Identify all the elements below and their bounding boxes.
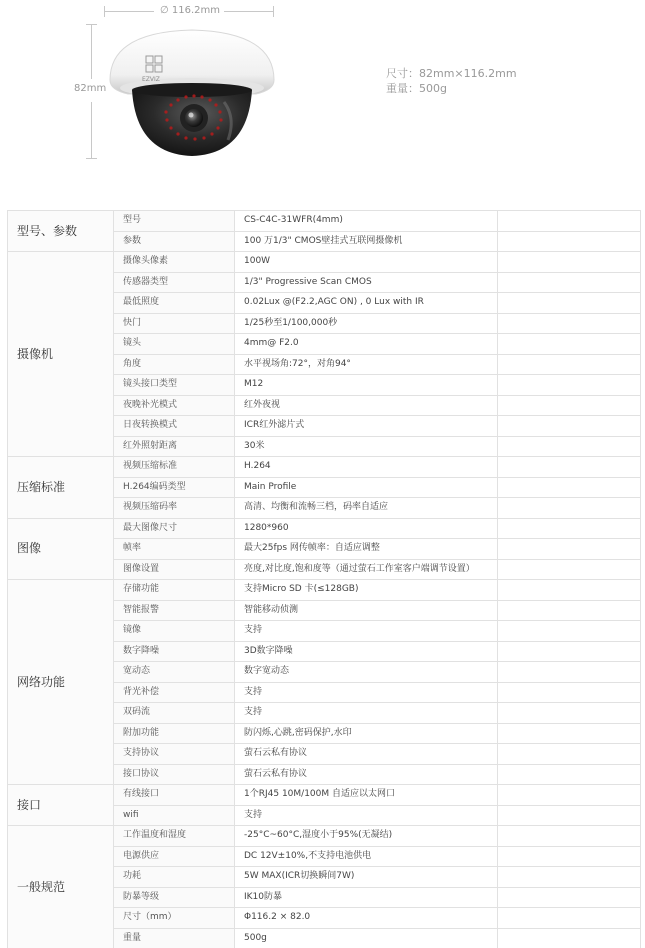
- spec-value: 0.02Lux @(F2.2,AGC ON) , 0 Lux with IR: [235, 293, 498, 314]
- blank-cell: [498, 231, 641, 252]
- blank-cell: [498, 211, 641, 232]
- spec-key: 日夜转换模式: [114, 416, 235, 437]
- spec-key: 传感器类型: [114, 272, 235, 293]
- blank-cell: [498, 887, 641, 908]
- spec-value: 支持Micro SD 卡(≤128GB): [235, 580, 498, 601]
- blank-cell: [498, 621, 641, 642]
- blank-cell: [498, 539, 641, 560]
- spec-value: Main Profile: [235, 477, 498, 498]
- blank-cell: [498, 395, 641, 416]
- blank-cell: [498, 498, 641, 519]
- spec-key: 背光补偿: [114, 682, 235, 703]
- spec-value: 水平视场角:72°，对角94°: [235, 354, 498, 375]
- height-label: 82mm: [74, 83, 107, 94]
- spec-key: 型号: [114, 211, 235, 232]
- spec-value: 智能移动侦测: [235, 600, 498, 621]
- spec-value: 4mm@ F2.0: [235, 334, 498, 355]
- spec-value: 萤石云私有协议: [235, 744, 498, 765]
- blank-cell: [498, 416, 641, 437]
- blank-cell: [498, 272, 641, 293]
- spec-key: 电源供应: [114, 846, 235, 867]
- spec-value: 5W MAX(ICR切换瞬间7W): [235, 867, 498, 888]
- blank-cell: [498, 826, 641, 847]
- spec-key: 镜像: [114, 621, 235, 642]
- spec-value: 萤石云私有协议: [235, 764, 498, 785]
- blank-cell: [498, 744, 641, 765]
- weight-spec: 重量：500g: [386, 82, 447, 95]
- blank-cell: [498, 928, 641, 948]
- category-cell: 型号、参数: [8, 211, 114, 252]
- category-cell: 接口: [8, 785, 114, 826]
- spec-value: 支持: [235, 703, 498, 724]
- spec-value: 100W: [235, 252, 498, 273]
- product-summary: [386, 66, 517, 96]
- blank-cell: [498, 764, 641, 785]
- blank-cell: [498, 908, 641, 929]
- spec-key: 接口协议: [114, 764, 235, 785]
- blank-cell: [498, 313, 641, 334]
- diameter-label: ∅ 116.2mm: [160, 5, 220, 16]
- spec-key: 支持协议: [114, 744, 235, 765]
- size-spec: 尺寸：82mm×116.2mm: [386, 67, 517, 80]
- spec-key: 尺寸（mm）: [114, 908, 235, 929]
- spec-value: CS-C4C-31WFR(4mm): [235, 211, 498, 232]
- spec-value: 高清、均衡和流畅三档，码率自适应: [235, 498, 498, 519]
- spec-value: 3D数字降噪: [235, 641, 498, 662]
- spec-value: 1280*960: [235, 518, 498, 539]
- blank-cell: [498, 867, 641, 888]
- spec-key: 镜头接口类型: [114, 375, 235, 396]
- spec-value: 防闪烁,心跳,密码保护,水印: [235, 723, 498, 744]
- spec-value: 最大25fps 网传帧率：自适应调整: [235, 539, 498, 560]
- dome-camera-image: [106, 22, 278, 160]
- height-dimension: [74, 24, 108, 159]
- spec-key: 有线接口: [114, 785, 235, 806]
- blank-cell: [498, 334, 641, 355]
- blank-cell: [498, 600, 641, 621]
- spec-value: Φ116.2 × 82.0: [235, 908, 498, 929]
- blank-cell: [498, 846, 641, 867]
- blank-cell: [498, 682, 641, 703]
- spec-value: 支持: [235, 805, 498, 826]
- spec-value: 红外夜视: [235, 395, 498, 416]
- blank-cell: [498, 436, 641, 457]
- category-cell: 压缩标准: [8, 457, 114, 519]
- spec-key: 存储功能: [114, 580, 235, 601]
- spec-key: 数字降噪: [114, 641, 235, 662]
- spec-table: [7, 210, 641, 948]
- spec-key: 宽动态: [114, 662, 235, 683]
- spec-value: ICR红外滤片式: [235, 416, 498, 437]
- blank-cell: [498, 518, 641, 539]
- spec-value: 数字宽动态: [235, 662, 498, 683]
- spec-key: 视频压缩标准: [114, 457, 235, 478]
- table-row: [8, 580, 641, 601]
- spec-value: H.264: [235, 457, 498, 478]
- blank-cell: [498, 703, 641, 724]
- spec-value: DC 12V±10%,不支持电池供电: [235, 846, 498, 867]
- blank-cell: [498, 252, 641, 273]
- spec-value: 亮度,对比度,饱和度等（通过萤石工作室客户端调节设置）: [235, 559, 498, 580]
- category-cell: 图像: [8, 518, 114, 580]
- blank-cell: [498, 785, 641, 806]
- spec-value: 1个RJ45 10M/100M 自适应以太网口: [235, 785, 498, 806]
- blank-cell: [498, 641, 641, 662]
- blank-cell: [498, 805, 641, 826]
- spec-key: 红外照射距离: [114, 436, 235, 457]
- spec-key: 快门: [114, 313, 235, 334]
- table-row: [8, 785, 641, 806]
- category-cell: 一般规范: [8, 826, 114, 948]
- spec-key: 镜头: [114, 334, 235, 355]
- spec-key: 附加功能: [114, 723, 235, 744]
- spec-key: 帧率: [114, 539, 235, 560]
- category-cell: 摄像机: [8, 252, 114, 457]
- spec-value: 支持: [235, 682, 498, 703]
- spec-key: 最大图像尺寸: [114, 518, 235, 539]
- spec-key: wifi: [114, 805, 235, 826]
- blank-cell: [498, 457, 641, 478]
- table-row: [8, 457, 641, 478]
- spec-key: 角度: [114, 354, 235, 375]
- table-row: [8, 252, 641, 273]
- spec-key: 功耗: [114, 867, 235, 888]
- blank-cell: [498, 477, 641, 498]
- spec-key: 视频压缩码率: [114, 498, 235, 519]
- spec-value: 500g: [235, 928, 498, 948]
- table-row: [8, 826, 641, 847]
- blank-cell: [498, 662, 641, 683]
- spec-value: 100 万1/3" CMOS壁挂式互联网摄像机: [235, 231, 498, 252]
- table-row: [8, 518, 641, 539]
- spec-value: 30米: [235, 436, 498, 457]
- blank-cell: [498, 354, 641, 375]
- spec-key: 参数: [114, 231, 235, 252]
- blank-cell: [498, 375, 641, 396]
- spec-key: 重量: [114, 928, 235, 948]
- spec-value: 1/3" Progressive Scan CMOS: [235, 272, 498, 293]
- spec-key: 夜晚补光模式: [114, 395, 235, 416]
- diameter-dimension: [104, 4, 274, 20]
- table-row: [8, 211, 641, 232]
- blank-cell: [498, 559, 641, 580]
- spec-value: IK10防暴: [235, 887, 498, 908]
- spec-key: 防暴等级: [114, 887, 235, 908]
- spec-key: 摄像头像素: [114, 252, 235, 273]
- spec-value: -25°C~60°C,湿度小于95%(无凝结): [235, 826, 498, 847]
- brand-text: EZVIZ: [142, 76, 160, 83]
- spec-value: 支持: [235, 621, 498, 642]
- blank-cell: [498, 293, 641, 314]
- spec-value: 1/25秒至1/100,000秒: [235, 313, 498, 334]
- spec-key: 工作温度和湿度: [114, 826, 235, 847]
- spec-key: 图像设置: [114, 559, 235, 580]
- spec-key: 智能报警: [114, 600, 235, 621]
- spec-key: H.264编码类型: [114, 477, 235, 498]
- spec-key: 双码流: [114, 703, 235, 724]
- product-figure: [0, 0, 645, 200]
- category-cell: 网络功能: [8, 580, 114, 785]
- spec-key: 最低照度: [114, 293, 235, 314]
- spec-value: M12: [235, 375, 498, 396]
- blank-cell: [498, 580, 641, 601]
- blank-cell: [498, 723, 641, 744]
